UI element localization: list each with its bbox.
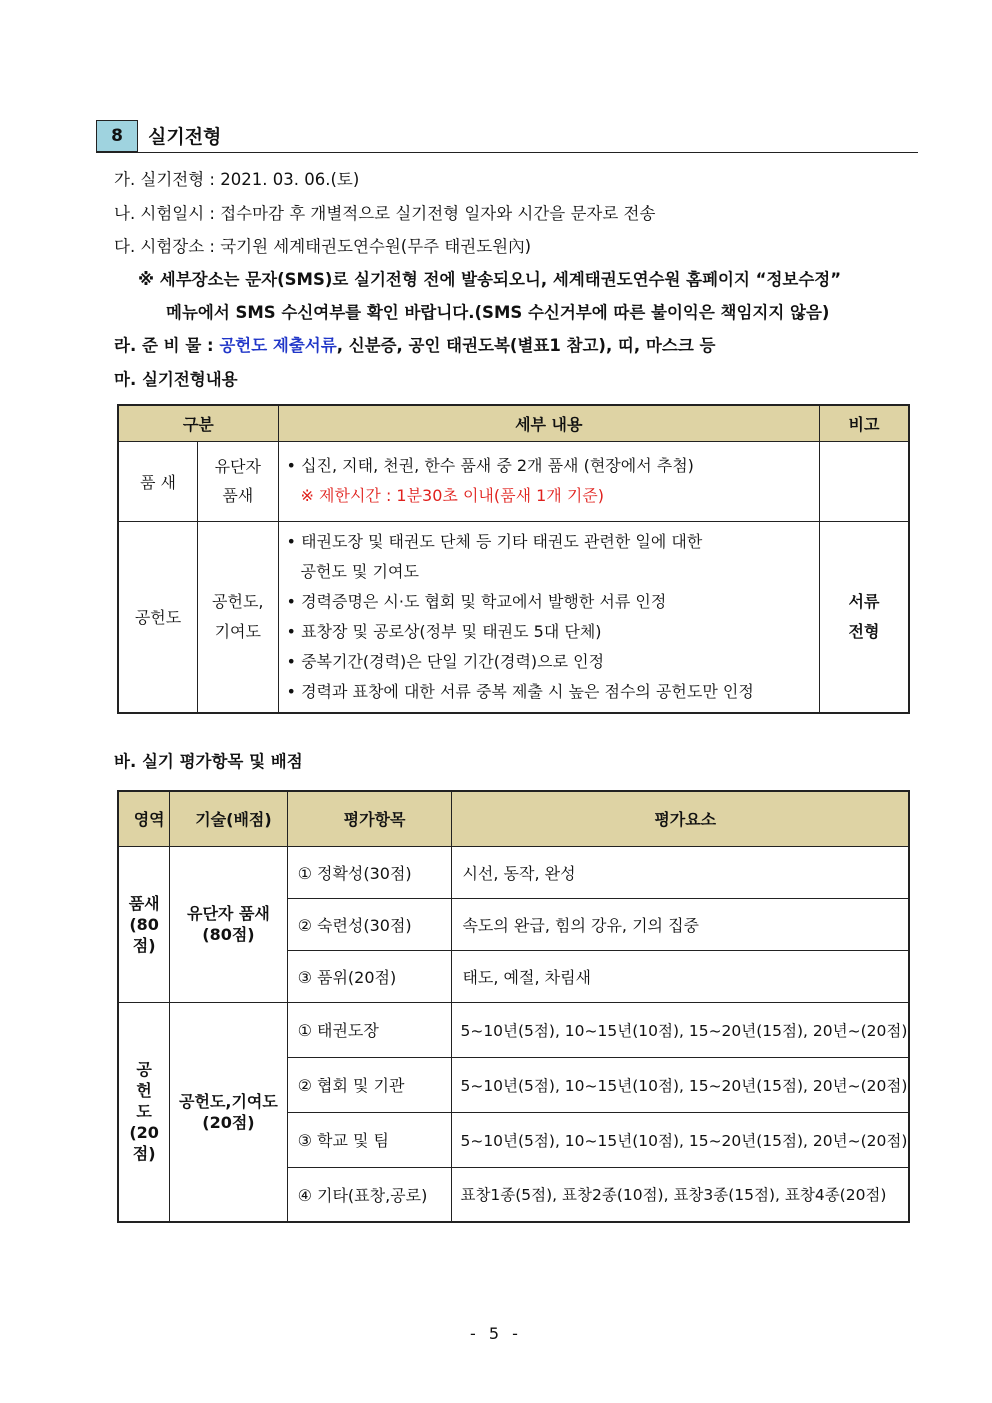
element-cell: 속도의 완급, 힘의 강유, 기의 집중 [452,898,909,950]
row-contribution-category: 공헌도 [118,521,198,713]
time-limit-note: ※ 제한시간 : 1분30초 이내(품새 1개 기준) [300,486,604,505]
exam-time-line: 나. 시험일시 : 접수마감 후 개별적으로 실기전형 일자와 시간을 문자로 전송 [114,204,656,223]
note-line: 전형 [848,621,880,641]
skill-poomsae [170,846,287,1002]
area-line: (20점) [129,1123,159,1164]
element-cell: 표창1종(5점), 표창2종(10점), 표창3종(15점), 표창4종(20점) [452,1167,909,1222]
exam-place-line: 다. 시험장소 : 국기원 세계태권도연수원(무주 태권도원內) [114,237,532,256]
area-line: (80점) [129,914,159,955]
heading-ma: 마. 실기전형내용 [114,370,238,389]
skill-line: (20점) [202,1112,255,1132]
skill-contribution [170,1002,287,1222]
element-cell: 5~10년(5점), 10~15년(10점), 15~20년(15점), 20년~(20점) [452,1112,909,1167]
element-cell: 태도, 예절, 차림새 [452,950,909,1002]
section-number: 8 [96,120,138,152]
header-detail: 세부 내용 [278,405,819,441]
sub-line: 유단자 [214,457,261,476]
header-area: 영역 [118,791,170,846]
exam-content-table [117,404,910,714]
area-contribution [118,1002,170,1222]
detail-line: • 경력과 표창에 대한 서류 중복 제출 시 높은 점수의 공헌도만 인정 [286,681,754,701]
row-contribution-detail [278,521,819,713]
area-line: 공 [136,1060,152,1080]
skill-line: 공헌도,기여도 [179,1091,278,1111]
row-poomsae-detail [278,441,819,521]
header-category: 구분 [118,405,278,441]
element-cell: 5~10년(5점), 10~15년(10점), 15~20년(15점), 20년~(20점) [452,1002,909,1057]
detail-line: 공헌도 및 기여도 [300,561,419,581]
prep-prefix: 라. 준 비 물 : [114,336,220,355]
row-contribution-sub [198,521,279,713]
header-element: 평가요소 [452,791,909,846]
header-note: 비고 [820,405,909,441]
prep-line [114,332,715,356]
notice-line-2: 메뉴에서 SMS 수신여부를 확인 바랍니다.(SMS 수신거부에 따른 불이익은 책임지지 않음) [166,303,830,322]
row-poomsae-category: 품 새 [118,441,198,521]
item-cell: ③ 학교 및 팀 [287,1112,452,1167]
row-poomsae-note [820,441,909,521]
detail-line: • 태권도장 및 태권도 단체 등 기타 태권도 관련한 일에 대한 [286,531,703,551]
row-contribution-note [820,521,909,713]
skill-line: (80점) [202,925,255,944]
section-header [96,118,918,153]
row-poomsae-sub [198,441,279,521]
section-title: 실기전형 [148,126,222,148]
item-cell: ④ 기타(표창,공로) [287,1167,452,1222]
item-cell: ② 숙련성(30점) [287,898,452,950]
exam-date-line: 가. 실기전형 : 2021. 03. 06.(토) [114,170,360,189]
sub-line: 기여도 [214,621,261,641]
item-cell: ① 태권도장 [287,1002,452,1057]
area-line: 품새 [128,893,160,913]
area-line: 헌 [136,1081,152,1101]
item-cell: ② 협회 및 기관 [287,1057,452,1112]
page-number: - 5 - [470,1324,522,1343]
detail-line: • 중복기간(경력)은 단일 기간(경력)으로 인정 [286,651,605,671]
heading-ba: 바. 실기 평가항목 및 배점 [114,752,303,771]
element-cell: 5~10년(5점), 10~15년(10점), 15~20년(15점), 20년~(20점) [452,1057,909,1112]
prep-rest: , 신분증, 공인 태권도복(별표1 참고), 띠, 마스크 등 [336,336,716,355]
item-cell: ③ 품위(20점) [287,950,452,1002]
sub-line: 품새 [222,486,254,505]
header-skill: 기술(배점) [170,791,287,846]
element-cell: 시선, 동작, 완성 [452,846,909,898]
skill-line: 유단자 품새 [187,904,270,923]
detail-line: • 표창장 및 공로상(정부 및 태권도 5대 단체) [286,621,602,641]
area-poomsae [118,846,170,1002]
evaluation-table [117,790,910,1223]
detail-line: • 경력증명은 시·도 협회 및 학교에서 발행한 서류 인정 [286,591,667,611]
item-cell: ① 정확성(30점) [287,846,452,898]
notice-line-1: ※ 세부장소는 문자(SMS)로 실기전형 전에 발송되오니, 세계태권도연수원 홈페이지 “정보수정” [138,270,842,289]
detail-line: • 십진, 지태, 천권, 한수 품새 중 2개 품새 (현장에서 추첨) [286,456,694,475]
sub-line: 공헌도, [212,591,264,611]
prep-highlight: 공헌도 제출서류 [219,336,337,355]
header-item: 평가항목 [287,791,452,846]
note-line: 서류 [848,591,880,611]
area-line: 도 [136,1102,152,1122]
